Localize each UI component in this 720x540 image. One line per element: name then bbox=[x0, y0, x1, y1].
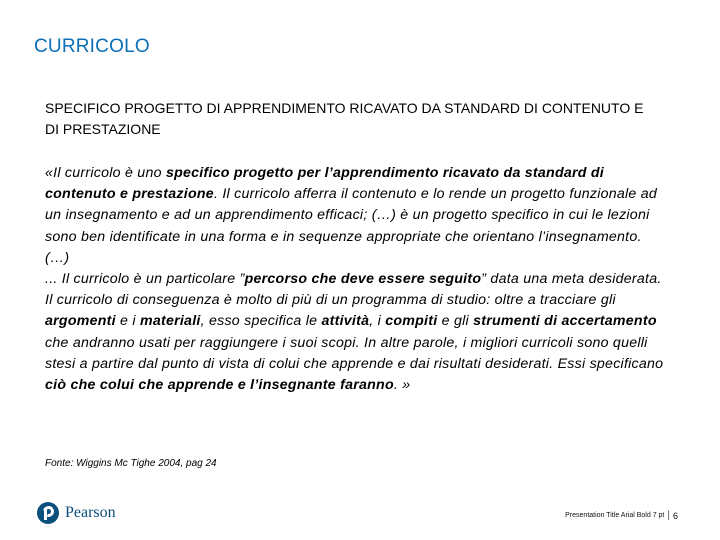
pearson-logo-icon bbox=[37, 502, 59, 524]
footer-separator: | bbox=[667, 510, 670, 521]
quote-block bbox=[45, 163, 670, 396]
quote-paragraph-2: ... Il curricolo è un particolare ”percorso che deve essere seguito” data una meta desiderata. Il curricolo di conseguenza è molto di più di un programma di studio: oltre a tracciare gli argomenti e i materiali, esso specifica le attività, i compiti e gli strumenti di accertamento che andranno usati per raggiungere i suoi scopi. In altre parole, i migliori curricoli sono quelli stesi a partire dal punto di vista di colui che apprende e dai risultati desiderati. Essi specificano ciò che colui che apprende e l’insegnante faranno. » bbox=[45, 271, 664, 394]
quote-ellipsis: (…) bbox=[45, 249, 70, 266]
page-number: 6 bbox=[672, 510, 678, 521]
slide-subtitle: SPECIFICO PROGETTO DI APPRENDIMENTO RICAVATO DA STANDARD DI CONTENUTO E DI PRESTAZIONE bbox=[45, 100, 644, 137]
footer-presentation-title: Presentation Title Arial Bold 7 pt bbox=[565, 512, 665, 519]
pearson-logo bbox=[37, 502, 116, 524]
source-citation: Fonte: Wiggins Mc Tighe 2004, pag 24 bbox=[45, 458, 217, 469]
quote-paragraph-1: «Il curricolo è uno specifico progetto per l’apprendimento ricavato da standard di contenuto e prestazione. Il curricolo afferra il contenuto e lo rende un progetto funzionale ad un insegnamento e ad un apprendimento efficaci; (…) è un progetto specifico in cui le lezioni sono ben identificate in una forma e in sequenze appropriate che orientano l’insegnamento. bbox=[45, 165, 658, 245]
slide-title: CURRICOLO bbox=[34, 36, 150, 57]
footer bbox=[565, 510, 678, 521]
pearson-logo-text: Pearson bbox=[65, 504, 116, 521]
